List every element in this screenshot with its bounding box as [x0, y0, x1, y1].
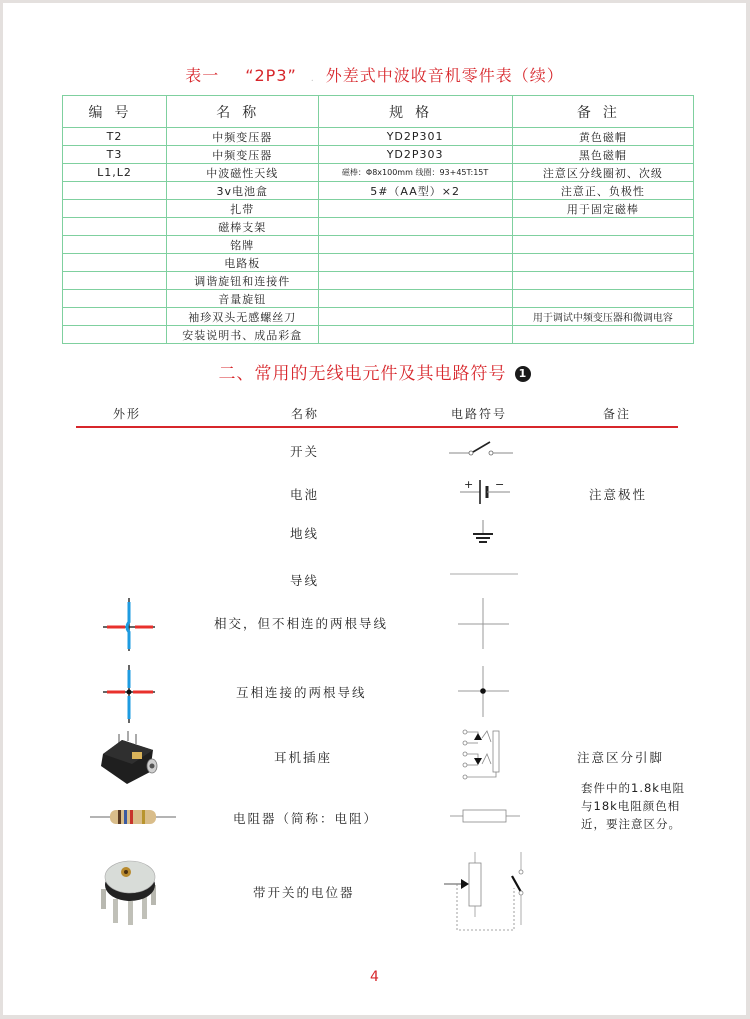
- crossing-wires-photo-icon: [100, 593, 160, 653]
- table-row: [63, 308, 694, 326]
- component-name: 开关: [290, 444, 320, 459]
- cell-name: 中频变压器: [167, 146, 318, 164]
- cell-note: [512, 218, 693, 236]
- cell-spec: YD2P303: [318, 146, 512, 164]
- table1-title: [3, 63, 746, 86]
- cell-name: 电路板: [167, 254, 318, 272]
- cell-note: [512, 236, 693, 254]
- cell-id: [63, 254, 167, 272]
- header-spec: 规格: [318, 96, 512, 128]
- cell-note: 注意正、负极性: [512, 182, 693, 200]
- cell-id: T3: [63, 146, 167, 164]
- component-note: 注意极性: [589, 487, 648, 502]
- table1-title-model: “2P3”: [245, 66, 297, 85]
- battery-plus-label: +: [464, 478, 474, 491]
- cell-id: [63, 290, 167, 308]
- component-name: 互相连接的两根导线: [236, 685, 367, 700]
- cell-name: 扎带: [167, 200, 318, 218]
- cell-note: 注意区分线圈初、次级: [512, 164, 693, 182]
- table-row: [63, 128, 694, 146]
- col-header-appearance: 外形: [113, 407, 142, 421]
- table-row: [63, 164, 694, 182]
- component-name: 地线: [290, 526, 320, 541]
- cell-note: 用于调试中频变压器和微调电容: [512, 308, 693, 326]
- cell-note: [512, 290, 693, 308]
- number-badge-icon: 1: [515, 366, 531, 382]
- cell-spec: [318, 290, 512, 308]
- cell-spec: [318, 218, 512, 236]
- header-id: 编号: [63, 96, 167, 128]
- cell-spec: [318, 200, 512, 218]
- table-row: [63, 218, 694, 236]
- table-row: [63, 290, 694, 308]
- wire-symbol-icon: [448, 569, 523, 579]
- resistor-symbol-icon: [448, 806, 523, 826]
- component-name: 相交，但不相连的两根导线: [214, 616, 389, 631]
- cell-spec: [318, 308, 512, 326]
- cell-name: 调谐旋钮和连接件: [167, 272, 318, 290]
- cell-name: 3v电池盒: [167, 182, 318, 200]
- cell-note: [512, 272, 693, 290]
- cell-spec: 5#（AA型）×2: [318, 182, 512, 200]
- battery-symbol-icon: [458, 477, 513, 507]
- cell-id: T2: [63, 128, 167, 146]
- table-row: [63, 182, 694, 200]
- section2-title-text: 二、常用的无线电元件及其电路符号: [218, 364, 507, 384]
- cell-note: 用于固定磁棒: [512, 200, 693, 218]
- cell-name: 音量旋钮: [167, 290, 318, 308]
- cell-name: 中频变压器: [167, 128, 318, 146]
- header-divider: [76, 426, 678, 428]
- cell-name: 中波磁性天线: [167, 164, 318, 182]
- cell-spec: [318, 254, 512, 272]
- cell-id: L1,L2: [63, 164, 167, 182]
- potentiometer-photo-icon: [98, 855, 163, 925]
- switched-potentiometer-symbol-icon: [441, 850, 536, 940]
- table-row: [63, 200, 694, 218]
- crossing-wires-symbol-icon: [453, 595, 513, 653]
- cell-name: 袖珍双头无感螺丝刀: [167, 308, 318, 326]
- table-row: [63, 254, 694, 272]
- ground-symbol-icon: [468, 518, 498, 548]
- component-name: 导线: [290, 573, 320, 588]
- switch-symbol-icon: [443, 438, 523, 463]
- component-note: 注意区分引脚: [577, 750, 665, 765]
- cell-id: [63, 200, 167, 218]
- page-number: 4: [370, 969, 379, 985]
- cell-id: [63, 236, 167, 254]
- cell-id: [63, 326, 167, 344]
- cell-note: [512, 254, 693, 272]
- connected-wires-symbol-icon: [453, 663, 513, 721]
- document-page: [3, 3, 746, 1015]
- cell-spec: YD2P301: [318, 128, 512, 146]
- cell-id: [63, 308, 167, 326]
- cell-note: 黄色磁帽: [512, 128, 693, 146]
- table1-title-dot: ．: [310, 73, 322, 84]
- cell-name: 安装说明书、成品彩盒: [167, 326, 318, 344]
- resistor-photo-icon: [88, 805, 178, 829]
- table-row: [63, 236, 694, 254]
- section2-title: [3, 359, 746, 384]
- component-name: 电池: [290, 487, 320, 502]
- battery-minus-label: −: [495, 478, 505, 491]
- cell-spec: 磁棒：Φ8x100mm 线圈：93+45T:15T: [318, 164, 512, 182]
- cell-spec: [318, 326, 512, 344]
- parts-table-header: [63, 96, 694, 128]
- cell-spec: [318, 272, 512, 290]
- table-row: [63, 272, 694, 290]
- cell-id: [63, 218, 167, 236]
- table1-title-main: 外差式中波收音机零件表（续）: [325, 66, 564, 85]
- cell-id: [63, 182, 167, 200]
- cell-name: 磁棒支架: [167, 218, 318, 236]
- component-name: 带开关的电位器: [253, 885, 355, 900]
- component-name: 耳机插座: [274, 750, 333, 765]
- col-header-note: 备注: [603, 407, 632, 421]
- cell-note: [512, 326, 693, 344]
- col-header-name: 名称: [291, 407, 320, 421]
- col-header-symbol: 电路符号: [451, 407, 508, 421]
- header-name: 名称: [167, 96, 318, 128]
- table-row: [63, 146, 694, 164]
- cell-id: [63, 272, 167, 290]
- cell-name: 铭牌: [167, 236, 318, 254]
- header-note: 备注: [512, 96, 693, 128]
- headphone-jack-symbol-icon: [458, 728, 508, 788]
- headphone-jack-photo-icon: [98, 728, 163, 786]
- connected-wires-photo-icon: [100, 663, 160, 725]
- cell-spec: [318, 236, 512, 254]
- cell-note: 黑色磁帽: [512, 146, 693, 164]
- component-name: 电阻器（简称：电阻）: [233, 811, 379, 826]
- table1-title-prefix: 表一: [185, 66, 220, 85]
- table-row: [63, 326, 694, 344]
- component-note: 套件中的1.8k电阻与18k电阻颜色相近，要注意区分。: [581, 781, 685, 831]
- parts-table: [62, 95, 694, 344]
